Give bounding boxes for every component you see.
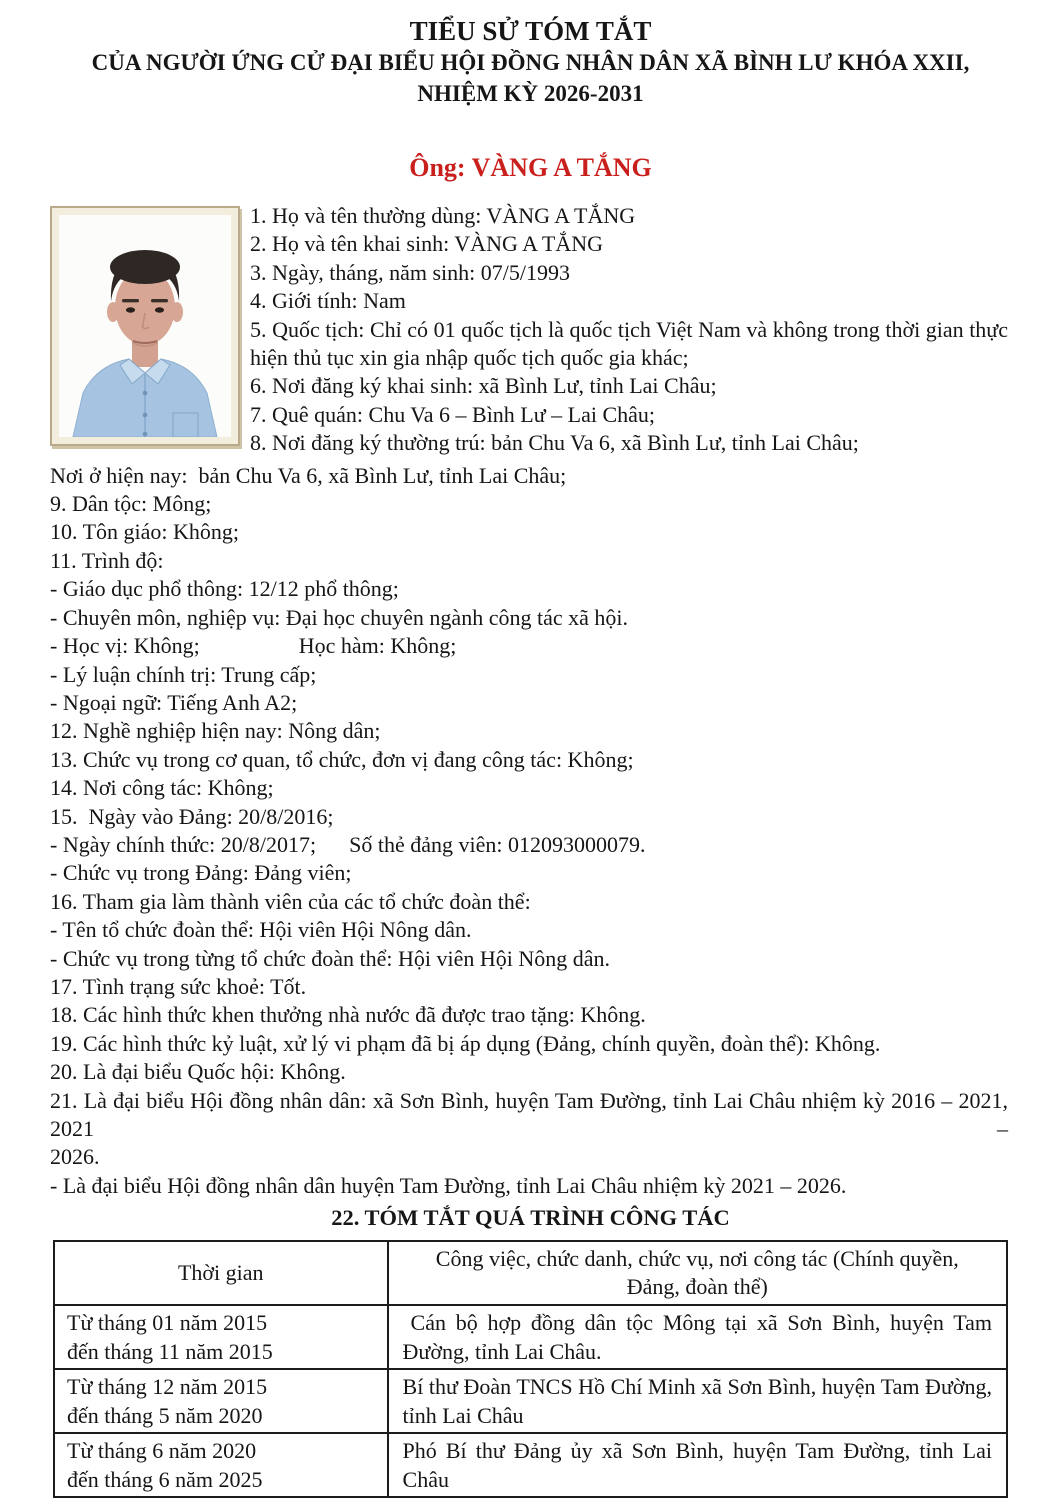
time-from: Từ tháng 01 năm 2015 bbox=[67, 1310, 268, 1336]
portrait-illustration bbox=[59, 215, 231, 437]
bio-top-section bbox=[50, 204, 1008, 458]
bio-line: 4. Giới tính: Nam bbox=[250, 288, 406, 314]
bio-line: 19. Các hình thức kỷ luật, xử lý vi phạm đã bị áp dụng (Đảng, chính quyền, đoàn thể): Không. bbox=[50, 1030, 881, 1056]
work-history-table bbox=[53, 1240, 1008, 1498]
bio-line: - Chức vụ trong Đảng: Đảng viên; bbox=[50, 860, 352, 886]
bio-line: 10. Tôn giáo: Không; bbox=[50, 519, 240, 545]
bio-line: 8. Nơi đăng ký thường trú: bản Chu Va 6, xã Bình Lư, tỉnh Lai Châu; bbox=[250, 430, 859, 456]
bio-line: 9. Dân tộc: Mông; bbox=[50, 491, 212, 517]
bio-line: 20. Là đại biểu Quốc hội: Không. bbox=[50, 1059, 346, 1085]
time-to: đến tháng 6 năm 2025 bbox=[67, 1467, 263, 1493]
cell-job: Bí thư Đoàn TNCS Hồ Chí Minh xã Sơn Bình, huyện Tam Đường, tỉnh Lai Châu bbox=[388, 1369, 1007, 1433]
bio-line: 17. Tình trạng sức khoẻ: Tốt. bbox=[50, 973, 307, 999]
time-to: đến tháng 5 năm 2020 bbox=[67, 1403, 263, 1429]
time-to: đến tháng 11 năm 2015 bbox=[67, 1339, 273, 1365]
bio-line: 14. Nơi công tác: Không; bbox=[50, 775, 274, 801]
candidate-photo bbox=[50, 206, 240, 446]
bio-line: - Ngoại ngữ: Tiếng Anh A2; bbox=[50, 689, 298, 715]
doc-title: TIỂU SỬ TÓM TẮT bbox=[409, 16, 652, 46]
bio-line: 1. Họ và tên thường dùng: VÀNG A TẮNG bbox=[250, 203, 636, 228]
table-header-row bbox=[54, 1241, 1007, 1305]
bio-line: - Học vị: Không; Học hàm: Không; bbox=[50, 633, 457, 659]
col-header-time: Thời gian bbox=[54, 1241, 388, 1305]
table-row bbox=[54, 1305, 1007, 1369]
time-from: Từ tháng 12 năm 2015 bbox=[67, 1374, 268, 1400]
cell-job: Phó Bí thư Đảng ủy xã Sơn Bình, huyện Tam Đường, tỉnh Lai Châu bbox=[388, 1433, 1007, 1497]
bio-line: 3. Ngày, tháng, năm sinh: 07/5/1993 bbox=[250, 259, 570, 285]
bio-line: 13. Chức vụ trong cơ quan, tổ chức, đơn vị đang công tác: Không; bbox=[50, 746, 634, 772]
bio-line: - Lý luận chính trị: Trung cấp; bbox=[50, 661, 317, 687]
cell-time-range bbox=[54, 1369, 388, 1433]
work-history-title: 22. TÓM TẮT QUÁ TRÌNH CÔNG TÁC bbox=[331, 1205, 730, 1231]
bio-line: - Chức vụ trong từng tổ chức đoàn thể: Hội viên Hội Nông dân. bbox=[50, 945, 611, 971]
table-row bbox=[54, 1369, 1007, 1433]
bio-line: - Tên tổ chức đoàn thể: Hội viên Hội Nông dân. bbox=[50, 917, 472, 943]
document-header bbox=[0, 0, 1061, 109]
bio-line: - Chuyên môn, nghiệp vụ: Đại học chuyên ngành công tác xã hội. bbox=[50, 604, 628, 630]
bio-items-full-width bbox=[50, 462, 1008, 1201]
time-from: Từ tháng 6 năm 2020 bbox=[67, 1438, 257, 1464]
candidate-name-heading: Ông: VÀNG A TẮNG bbox=[409, 153, 652, 182]
bio-line: - Là đại biểu Hội đồng nhân dân huyện Tam Đường, tỉnh Lai Châu nhiệm kỳ 2021 – 2026. bbox=[50, 1172, 847, 1198]
bio-line: 7. Quê quán: Chu Va 6 – Bình Lư – Lai Châu; bbox=[250, 401, 656, 427]
bio-line: 16. Tham gia làm thành viên của các tổ chức đoàn thể: bbox=[50, 888, 531, 914]
bio-line: 11. Trình độ: bbox=[50, 547, 164, 573]
bio-line: 15. Ngày vào Đảng: 20/8/2016; bbox=[50, 803, 334, 829]
doc-term: NHIỆM KỲ 2026-2031 bbox=[417, 81, 644, 106]
cell-job: Cán bộ hợp đồng dân tộc Mông tại xã Sơn Bình, huyện Tam Đường, tỉnh Lai Châu. bbox=[388, 1305, 1007, 1369]
col-header-job: Công việc, chức danh, chức vụ, nơi công tác (Chính quyền, Đảng, đoàn thể) bbox=[388, 1241, 1007, 1305]
bio-items-beside-photo bbox=[250, 202, 1008, 458]
cell-time-range bbox=[54, 1433, 388, 1497]
bio-line: Nơi ở hiện nay: bản Chu Va 6, xã Bình Lư, tỉnh Lai Châu; bbox=[50, 462, 567, 488]
bio-line: 5. Quốc tịch: Chỉ có 01 quốc tịch là quốc tịch Việt Nam và không trong thời gian thực hiện thủ tục xin gia nhập quốc tịch quốc gia khác; bbox=[250, 316, 1008, 371]
table-row bbox=[54, 1433, 1007, 1497]
doc-subtitle: CỦA NGƯỜI ỨNG CỬ ĐẠI BIỂU HỘI ĐỒNG NHÂN DÂN XÃ BÌNH LƯ KHÓA XXII, bbox=[91, 50, 970, 75]
bio-line: 12. Nghề nghiệp hiện nay: Nông dân; bbox=[50, 718, 381, 744]
bio-line: 2026. bbox=[50, 1144, 100, 1170]
cell-time-range bbox=[54, 1305, 388, 1369]
bio-line: - Ngày chính thức: 20/8/2017; Số thẻ đảng viên: 012093000079. bbox=[50, 831, 646, 857]
bio-line: 21. Là đại biểu Hội đồng nhân dân: xã Sơn Bình, huyện Tam Đường, tỉnh Lai Châu nhiệm kỳ 2016 – 2021, 2021 – bbox=[50, 1087, 1008, 1141]
bio-line: 18. Các hình thức khen thưởng nhà nước đã được trao tặng: Không. bbox=[50, 1002, 646, 1028]
bio-line: - Giáo dục phổ thông: 12/12 phổ thông; bbox=[50, 576, 399, 602]
bio-line: 6. Nơi đăng ký khai sinh: xã Bình Lư, tỉnh Lai Châu; bbox=[250, 373, 717, 399]
bio-line: 2. Họ và tên khai sinh: VÀNG A TẮNG bbox=[250, 231, 604, 257]
